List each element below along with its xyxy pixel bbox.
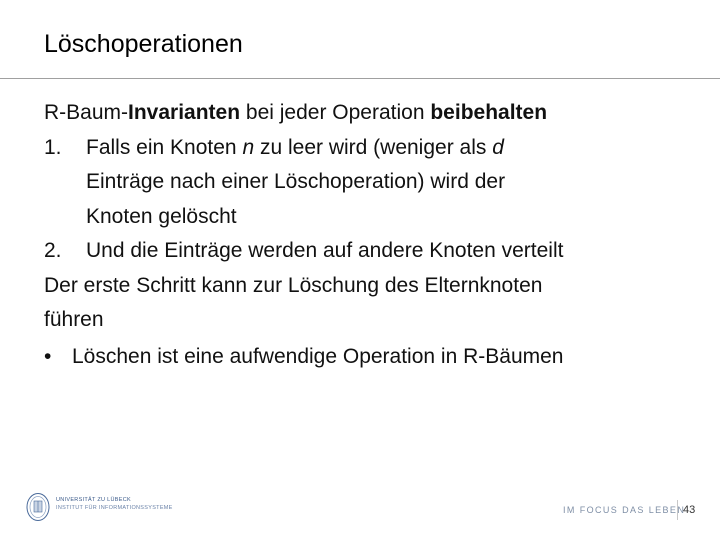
title-divider <box>0 78 720 79</box>
item1-continuation-2: Knoten gelöscht <box>86 204 237 228</box>
item2-text: Und die Einträge werden auf andere Knoten verteilt <box>86 239 564 262</box>
item1-text-c: zu leer wird (weniger als <box>254 135 493 159</box>
footer-tagline: IM FOCUS DAS LEBEN <box>563 505 686 515</box>
university-seal-icon <box>26 492 50 522</box>
paragraph-line-1: Der erste Schritt kann zur Löschung des Elternknoten <box>44 273 543 297</box>
bullet-dot-icon: • <box>44 344 52 368</box>
item1-var-n: n <box>242 135 255 159</box>
list-number-2: 2. <box>44 239 62 262</box>
intro-bold-invarianten: Invarianten <box>128 101 241 124</box>
bullet-item <box>44 340 694 375</box>
list-number-1: 1. <box>44 135 62 159</box>
intro-bold-beibehalten: beibehalten <box>430 101 548 124</box>
list-item-1 <box>44 131 694 166</box>
slide-title: Löschoperationen <box>44 30 243 58</box>
list-item-2 <box>44 234 694 269</box>
intro-text-1: R-Baum- <box>44 101 129 124</box>
slide-body <box>44 96 694 374</box>
item1-var-d: d <box>492 135 504 159</box>
university-line-1: UNIVERSITÄT ZU LÜBECK <box>56 497 131 503</box>
bullet-text: Löschen ist eine aufwendige Operation in R-Bäumen <box>72 344 564 368</box>
paragraph-line-2: führen <box>44 308 104 331</box>
university-name <box>56 496 173 512</box>
university-line-2: INSTITUT FÜR INFORMATIONSSYSTEME <box>56 505 173 511</box>
intro-line <box>44 96 694 131</box>
item1-text-a: Falls ein Knoten <box>86 135 243 159</box>
item1-continuation-1: Einträge nach einer Löschoperation) wird der <box>86 170 506 193</box>
intro-text-2: bei jeder Operation <box>240 101 431 124</box>
page-number: 43 <box>683 504 696 516</box>
